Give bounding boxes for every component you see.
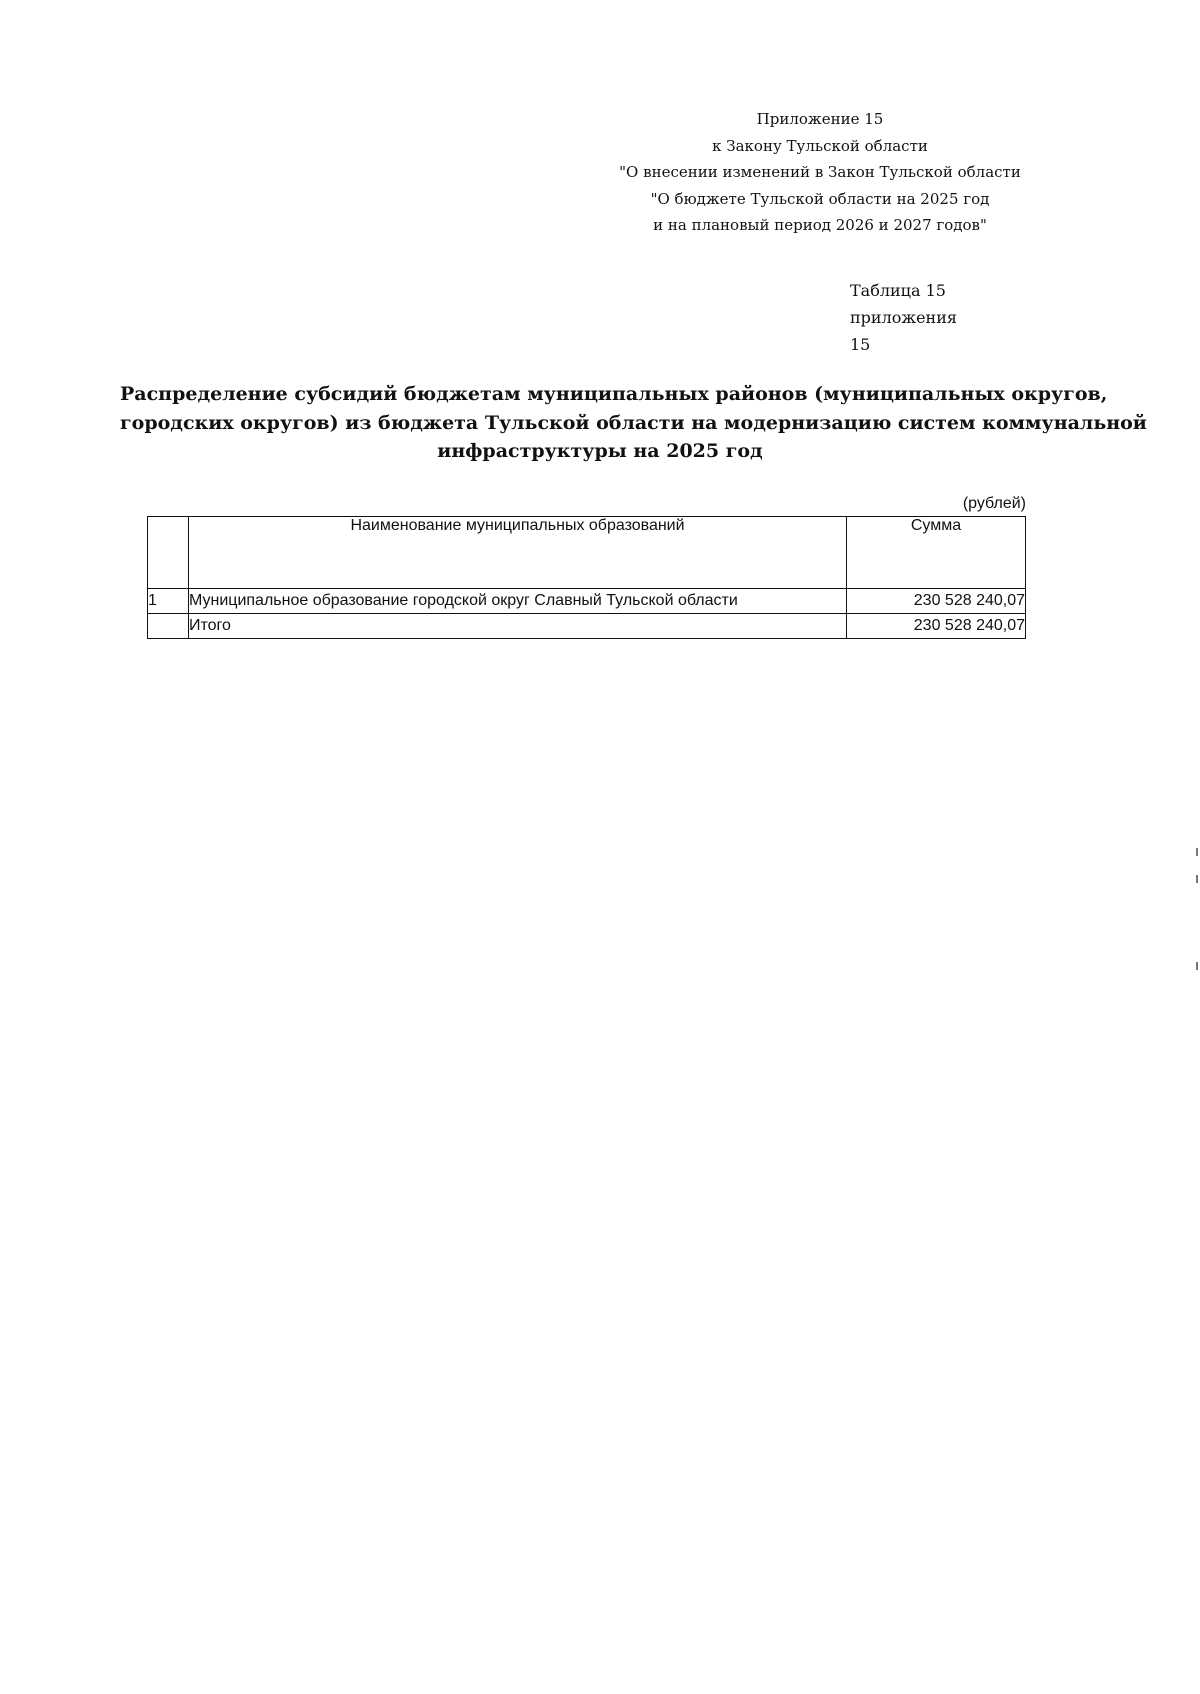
appendix-line: и на плановый период 2026 и 2027 годов" <box>653 216 987 234</box>
appendix-header <box>600 106 1040 239</box>
appendix-line: "О бюджете Тульской области на 2025 год <box>650 189 990 208</box>
title-line: городских округов) из бюджета Тульской области на модернизацию систем коммунальной <box>120 411 1147 434</box>
header-num <box>148 517 189 589</box>
appendix-line: "О внесении изменений в Закон Тульской области <box>619 163 1021 181</box>
table-number: Таблица 15 <box>850 281 946 300</box>
appendix-line: Приложение 15 <box>756 110 884 128</box>
units-label: (рублей) <box>962 495 1026 512</box>
document-title <box>120 380 1147 466</box>
scan-mark <box>1196 962 1198 970</box>
header-name: Наименование муниципальных образований <box>189 517 847 589</box>
row-sum: 230 528 240,07 <box>847 589 1026 614</box>
table-reference <box>850 277 980 358</box>
table-appendix-ref: приложения 15 <box>850 308 957 354</box>
title-line: инфраструктуры на 2025 год <box>437 440 763 462</box>
table-header-row <box>148 517 1026 589</box>
title-line: Распределение субсидий бюджетам муниципальных районов (муниципальных округов, <box>120 383 1108 405</box>
scan-mark <box>1196 848 1198 856</box>
row-name: Муниципальное образование городской округ Славный Тульской области <box>189 589 847 614</box>
row-name: Итого <box>189 614 847 639</box>
table-row <box>148 589 1026 614</box>
row-sum: 230 528 240,07 <box>847 614 1026 639</box>
scan-mark <box>1196 875 1198 883</box>
appendix-line: к Закону Тульской области <box>712 136 928 155</box>
row-num <box>148 614 189 639</box>
row-num: 1 <box>148 589 189 614</box>
table-total-row <box>148 614 1026 639</box>
header-sum: Сумма <box>847 517 1026 589</box>
subsidy-table <box>147 516 1026 639</box>
